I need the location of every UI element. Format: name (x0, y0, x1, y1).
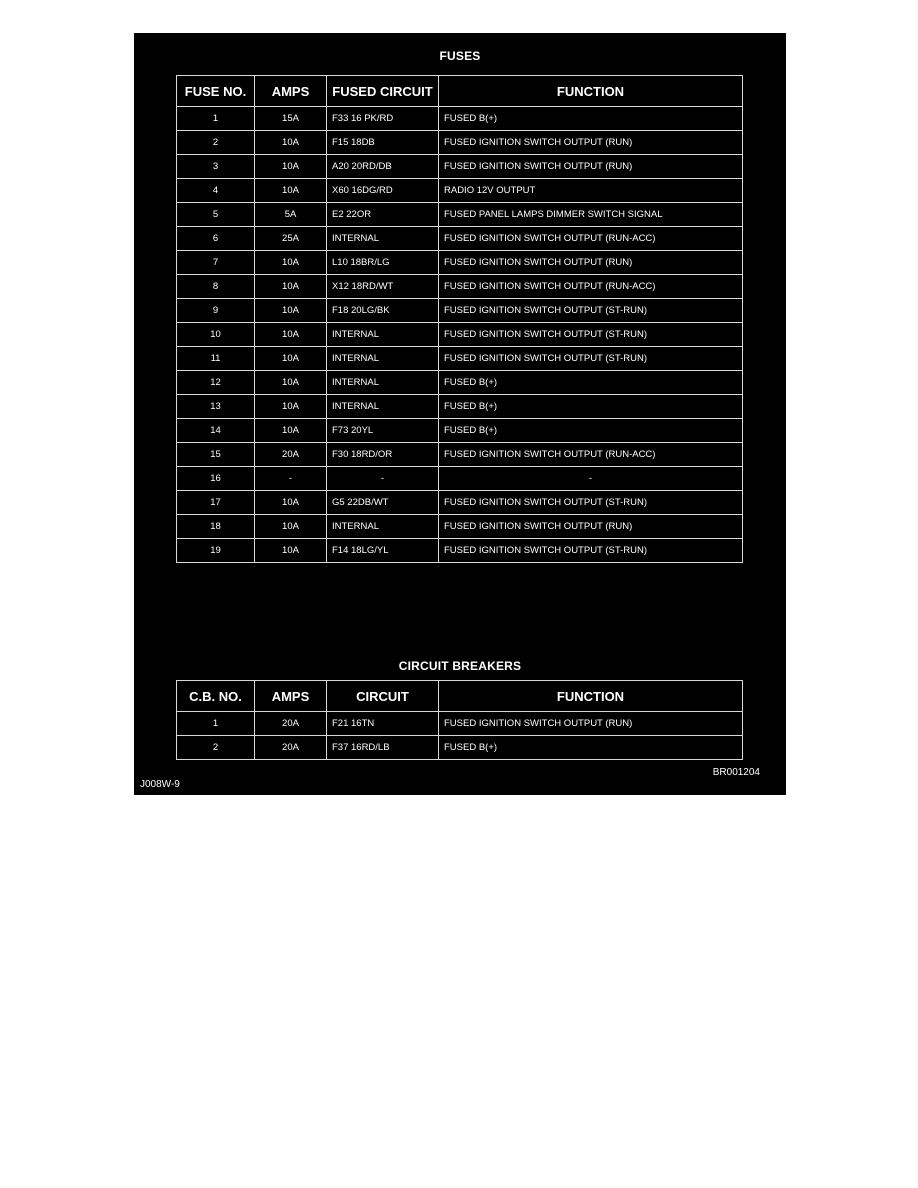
function-cell: - (439, 467, 743, 491)
amps-cell: 10A (255, 323, 327, 347)
fuse-no-cell: 11 (177, 347, 255, 371)
function-cell: FUSED B(+) (439, 371, 743, 395)
circuit-breaker-row (177, 712, 743, 736)
fused-circuit-cell: G5 22DB/WT (327, 491, 439, 515)
amps-cell: 10A (255, 179, 327, 203)
fuse-no-cell: 3 (177, 155, 255, 179)
fused-circuit-cell: L10 18BR/LG (327, 251, 439, 275)
figure-code-left: J008W-9 (140, 779, 180, 790)
amps-cell: 20A (255, 443, 327, 467)
function-cell: FUSED IGNITION SWITCH OUTPUT (ST-RUN) (439, 491, 743, 515)
cb-header-cb-no: C.B. NO. (177, 681, 255, 712)
fused-circuit-cell: A20 20RD/DB (327, 155, 439, 179)
fuse-no-cell: 6 (177, 227, 255, 251)
fuse-no-cell: 17 (177, 491, 255, 515)
fuse-no-cell: 4 (177, 179, 255, 203)
amps-cell: 20A (255, 736, 327, 760)
fuse-row (177, 227, 743, 251)
function-cell: FUSED B(+) (439, 395, 743, 419)
fuse-no-cell: 13 (177, 395, 255, 419)
amps-cell: 10A (255, 299, 327, 323)
fused-circuit-cell: F18 20LG/BK (327, 299, 439, 323)
fuse-no-cell: 1 (177, 107, 255, 131)
amps-cell: - (255, 467, 327, 491)
fuse-no-cell: 9 (177, 299, 255, 323)
circuit-cell: F37 16RD/LB (327, 736, 439, 760)
amps-cell: 20A (255, 712, 327, 736)
fuse-no-cell: 5 (177, 203, 255, 227)
function-cell: FUSED IGNITION SWITCH OUTPUT (RUN) (439, 515, 743, 539)
function-cell: FUSED IGNITION SWITCH OUTPUT (RUN) (439, 155, 743, 179)
fuse-no-cell: 8 (177, 275, 255, 299)
cb-no-cell: 1 (177, 712, 255, 736)
fuses-header-row (177, 76, 743, 107)
circuit-breakers-title: CIRCUIT BREAKERS (398, 659, 522, 673)
fuse-row (177, 155, 743, 179)
fuses-header-amps: AMPS (255, 76, 327, 107)
figure-code-right: BR001204 (712, 767, 760, 778)
cb-header-function: FUNCTION (439, 681, 743, 712)
fuses-header-function: FUNCTION (439, 76, 743, 107)
fuse-row (177, 515, 743, 539)
fuse-no-cell: 14 (177, 419, 255, 443)
fuses-header-fused-circuit: FUSED CIRCUIT (327, 76, 439, 107)
fuse-row (177, 299, 743, 323)
function-cell: FUSED IGNITION SWITCH OUTPUT (ST-RUN) (439, 323, 743, 347)
fuses-title: FUSES (439, 49, 481, 63)
fuse-no-cell: 19 (177, 539, 255, 563)
function-cell: FUSED PANEL LAMPS DIMMER SWITCH SIGNAL (439, 203, 743, 227)
amps-cell: 10A (255, 155, 327, 179)
fuse-row (177, 467, 743, 491)
fuse-no-cell: 7 (177, 251, 255, 275)
function-cell: FUSED IGNITION SWITCH OUTPUT (RUN) (439, 712, 743, 736)
fuse-no-cell: 10 (177, 323, 255, 347)
function-cell: FUSED IGNITION SWITCH OUTPUT (RUN) (439, 131, 743, 155)
function-cell: RADIO 12V OUTPUT (439, 179, 743, 203)
fuse-no-cell: 12 (177, 371, 255, 395)
function-cell: FUSED IGNITION SWITCH OUTPUT (ST-RUN) (439, 299, 743, 323)
amps-cell: 25A (255, 227, 327, 251)
function-cell: FUSED IGNITION SWITCH OUTPUT (RUN-ACC) (439, 227, 743, 251)
amps-cell: 10A (255, 515, 327, 539)
fuses-table (176, 75, 743, 563)
fused-circuit-cell: INTERNAL (327, 515, 439, 539)
fuse-row (177, 275, 743, 299)
fused-circuit-cell: INTERNAL (327, 395, 439, 419)
circuit-breaker-row (177, 736, 743, 760)
fuse-row (177, 419, 743, 443)
function-cell: FUSED B(+) (439, 419, 743, 443)
amps-cell: 10A (255, 371, 327, 395)
function-cell: FUSED IGNITION SWITCH OUTPUT (RUN) (439, 251, 743, 275)
function-cell: FUSED IGNITION SWITCH OUTPUT (ST-RUN) (439, 347, 743, 371)
function-cell: FUSED IGNITION SWITCH OUTPUT (ST-RUN) (439, 539, 743, 563)
amps-cell: 10A (255, 419, 327, 443)
fused-circuit-cell: INTERNAL (327, 347, 439, 371)
function-cell: FUSED B(+) (439, 107, 743, 131)
fuses-header-fuse-no: FUSE NO. (177, 76, 255, 107)
amps-cell: 5A (255, 203, 327, 227)
fuse-row (177, 371, 743, 395)
circuit-breakers-table (176, 680, 743, 760)
fused-circuit-cell: F73 20YL (327, 419, 439, 443)
fused-circuit-cell: F33 16 PK/RD (327, 107, 439, 131)
circuit-cell: F21 16TN (327, 712, 439, 736)
fused-circuit-cell: F30 18RD/OR (327, 443, 439, 467)
fuse-row (177, 107, 743, 131)
fuses-table-body (177, 107, 743, 563)
fuse-chart-panel (134, 33, 786, 795)
cb-no-cell: 2 (177, 736, 255, 760)
fuse-row (177, 347, 743, 371)
amps-cell: 10A (255, 131, 327, 155)
fused-circuit-cell: X60 16DG/RD (327, 179, 439, 203)
amps-cell: 10A (255, 347, 327, 371)
fuse-row (177, 131, 743, 155)
fused-circuit-cell: X12 18RD/WT (327, 275, 439, 299)
fused-circuit-cell: F14 18LG/YL (327, 539, 439, 563)
fuse-row (177, 539, 743, 563)
fuse-row (177, 179, 743, 203)
fused-circuit-cell: INTERNAL (327, 371, 439, 395)
amps-cell: 15A (255, 107, 327, 131)
function-cell: FUSED IGNITION SWITCH OUTPUT (RUN-ACC) (439, 443, 743, 467)
fuse-no-cell: 15 (177, 443, 255, 467)
fused-circuit-cell: F15 18DB (327, 131, 439, 155)
fused-circuit-cell: INTERNAL (327, 323, 439, 347)
fused-circuit-cell: E2 22OR (327, 203, 439, 227)
function-cell: FUSED IGNITION SWITCH OUTPUT (RUN-ACC) (439, 275, 743, 299)
fuse-no-cell: 18 (177, 515, 255, 539)
cb-header-circuit: CIRCUIT (327, 681, 439, 712)
fuse-row (177, 395, 743, 419)
fused-circuit-cell: INTERNAL (327, 227, 439, 251)
fuse-row (177, 323, 743, 347)
fuse-row (177, 251, 743, 275)
function-cell: FUSED B(+) (439, 736, 743, 760)
amps-cell: 10A (255, 251, 327, 275)
amps-cell: 10A (255, 539, 327, 563)
circuit-breakers-header-row (177, 681, 743, 712)
amps-cell: 10A (255, 491, 327, 515)
circuit-breakers-table-body (177, 712, 743, 760)
cb-header-amps: AMPS (255, 681, 327, 712)
fuse-row (177, 203, 743, 227)
fuse-no-cell: 16 (177, 467, 255, 491)
fused-circuit-cell: - (327, 467, 439, 491)
amps-cell: 10A (255, 395, 327, 419)
fuse-no-cell: 2 (177, 131, 255, 155)
fuse-row (177, 491, 743, 515)
fuse-row (177, 443, 743, 467)
amps-cell: 10A (255, 275, 327, 299)
